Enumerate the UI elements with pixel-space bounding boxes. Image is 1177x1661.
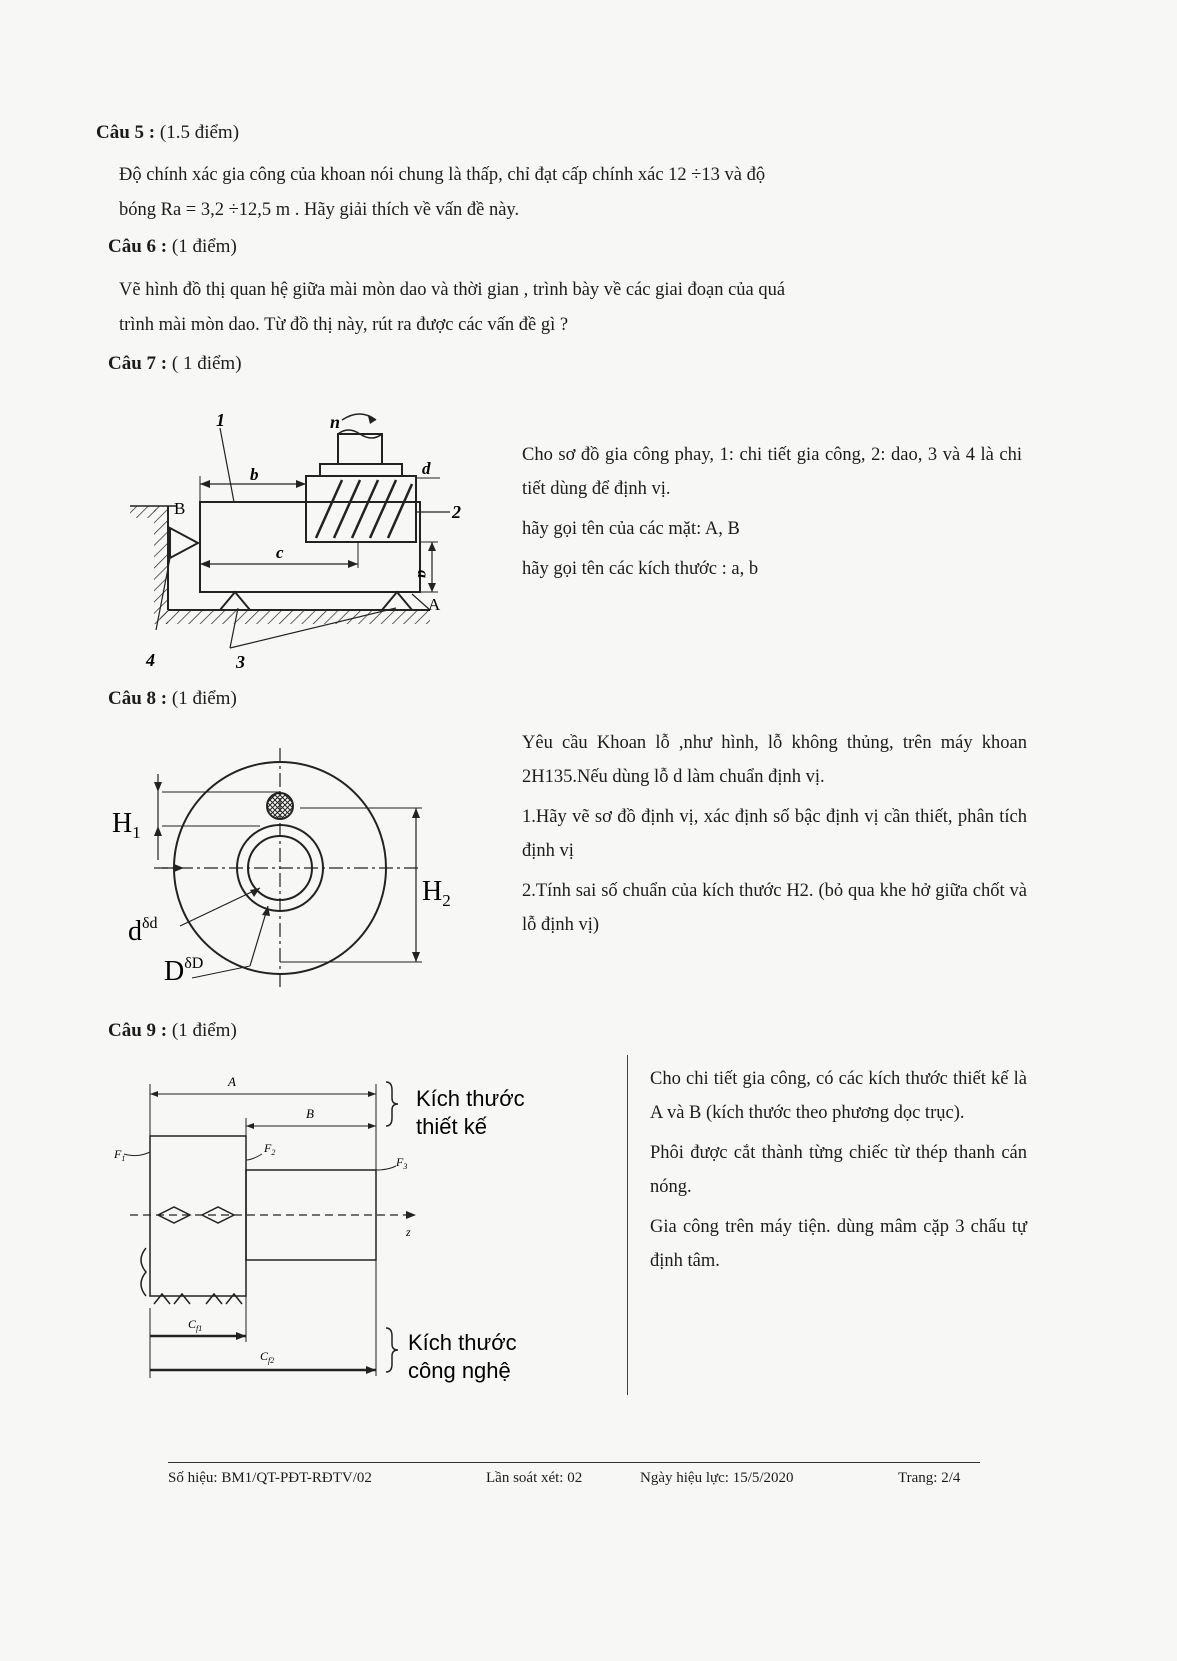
label-d: d (422, 459, 431, 478)
label-H2: $H_2$ (422, 876, 451, 910)
q6-text-line2: trình mài mòn dao. Từ đồ thị này, rút ra được các vấn đề gì ? (119, 315, 569, 335)
q9-p3: Gia công trên máy tiện. dùng mâm cặp 3 chấu tự định tâm. (650, 1217, 1027, 1271)
q8-heading (108, 688, 237, 710)
q7-description (522, 438, 1022, 592)
q9-p2: Phôi được cắt thành từng chiếc từ thép thanh cán nóng. (650, 1143, 1027, 1197)
q5-label: Câu 5 : (96, 122, 156, 143)
q7-label: Câu 7 : (108, 353, 168, 374)
q9-heading (108, 1020, 237, 1042)
spindle (338, 434, 382, 464)
q6-text-line1: Vẽ hình đồ thị quan hệ giữa mài mòn dao và thời gian , trình bày về các giai đoạn của quá (119, 280, 786, 300)
q7-p1: Cho sơ đồ gia công phay, 1: chi tiết gia công, 2: dao, 3 và 4 là chi tiết dùng để định vị. (522, 445, 1022, 499)
q7-heading (108, 353, 242, 375)
q5-text-line1: Độ chính xác gia công của khoan nói chung là thấp, chỉ đạt cấp chính xác 12 ÷13 và độ (119, 165, 766, 185)
q8-p2: 1.Hãy vẽ sơ đồ định vị, xác định số bậc định vị cần thiết, phân tích định vị (522, 807, 1027, 861)
footer-rule (168, 1462, 980, 1463)
label-4: 4 (146, 650, 155, 670)
footer-code: Số hiệu: BM1/QT-PĐT-RĐTV/02 (168, 1470, 372, 1486)
q7-milling-diagram (120, 398, 480, 678)
jaw-diamond-2 (202, 1207, 234, 1223)
base-hatch (160, 610, 430, 624)
design-label-2: thiết kế (416, 1114, 487, 1139)
label-F3: $F_3$ (396, 1155, 408, 1171)
label-Cf1: $C_{f1}$ (188, 1317, 203, 1333)
bottom-locator-right (382, 592, 412, 610)
label-D: $D^{\delta D}$ (164, 955, 204, 987)
design-label-1: Kích thước (416, 1086, 525, 1111)
q7-points: ( 1 điểm) (171, 353, 242, 374)
label-1: 1 (216, 410, 225, 430)
label-F2: $F_2$ (264, 1141, 276, 1157)
q8-description (522, 726, 1027, 948)
tech-brace (386, 1328, 398, 1372)
q5-points: (1.5 điểm) (159, 122, 240, 143)
q9-divider (627, 1055, 628, 1395)
q9-p1: Cho chi tiết gia công, có các kích thước thiết kế là A và B (kích thước theo phương dọc trục). (650, 1069, 1027, 1123)
q8-p3: 2.Tính sai số chuẩn của kích thước H2. (bỏ qua khe hở giữa chốt và lỗ định vị) (522, 881, 1027, 935)
q8-label: Câu 8 : (108, 688, 168, 709)
milling-cutter (306, 476, 416, 542)
arbor-collar (320, 464, 402, 476)
q9-points: (1 điểm) (171, 1020, 237, 1041)
q9-shaft-diagram (110, 1068, 570, 1398)
q8-p1: Yêu cầu Khoan lỗ ,như hình, lỗ không thủng, trên máy khoan 2H135.Nếu dùng lỗ d làm chuẩn định vị. (522, 733, 1027, 787)
footer-effective-date: Ngày hiệu lực: 15/5/2020 (640, 1470, 794, 1486)
label-d: $d^{\delta d}$ (128, 915, 158, 947)
label-b: b (250, 465, 259, 484)
label-Cf2: $C_{f2}$ (260, 1349, 275, 1365)
label-3: 3 (236, 652, 245, 672)
q8-drill-diagram (100, 740, 480, 1000)
label-F1: $F_1$ (114, 1147, 126, 1163)
label-a: a (414, 570, 431, 578)
bottom-locator-left (220, 592, 250, 610)
q7-p3: hãy gọi tên các kích thước : a, b (522, 559, 759, 579)
q9-description (650, 1062, 1027, 1284)
q6-label: Câu 6 : (108, 236, 168, 257)
side-locator (170, 528, 198, 558)
q5-heading (96, 122, 239, 144)
q6-body (119, 273, 1019, 343)
label-face-A: A (428, 595, 441, 614)
tech-label-1: Kích thước (408, 1330, 517, 1355)
q6-points: (1 điểm) (171, 236, 237, 257)
q6-heading (108, 236, 237, 258)
label-c: c (276, 543, 284, 562)
label-2: 2 (452, 502, 461, 522)
label-A: A (228, 1074, 236, 1089)
q7-p2: hãy gọi tên của các mặt: A, B (522, 519, 740, 539)
footer-page: Trang: 2/4 (898, 1470, 961, 1486)
q5-body (119, 158, 1019, 228)
q5-text-line2: bóng Ra = 3,2 ÷12,5 m . Hãy giải thích về vấn đề này. (119, 200, 520, 220)
tech-label-2: công nghệ (408, 1358, 511, 1383)
footer-revision: Lần soát xét: 02 (486, 1470, 583, 1486)
label-face-B: B (174, 499, 186, 518)
label-H1: $H_1$ (112, 808, 141, 842)
label-n: n (330, 412, 341, 432)
q8-points: (1 điểm) (171, 688, 237, 709)
label-B: B (306, 1106, 314, 1121)
label-z: z (406, 1225, 411, 1239)
design-brace (386, 1082, 398, 1126)
cutter-teeth (316, 480, 412, 538)
leader-d (180, 888, 260, 926)
workpiece (200, 502, 420, 592)
q9-label: Câu 9 : (108, 1020, 168, 1041)
